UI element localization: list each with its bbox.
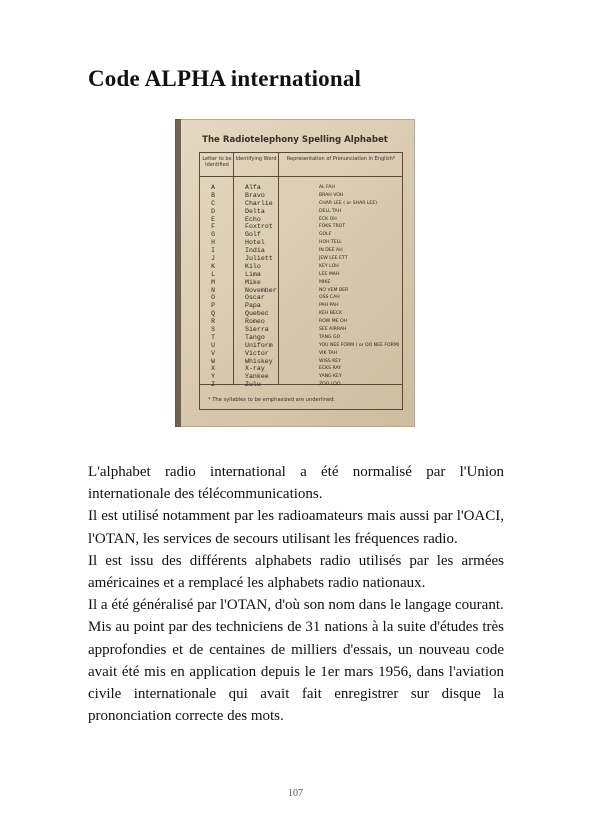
spelling-alphabet-photo bbox=[175, 119, 415, 427]
row-word: Lima bbox=[245, 270, 261, 278]
table-row bbox=[200, 200, 402, 208]
table-row bbox=[200, 287, 402, 295]
paragraph: Il est utilisé notamment par les radioamateurs mais aussi par l'OACI, l'OTAN, les services de secours utilisant les fréquences radio. bbox=[88, 508, 504, 547]
row-letter: S bbox=[211, 326, 215, 334]
paragraph: Il est issu des différents alphabets radio utilisés par les armées américaines et a remplacé les alphabets radio nationaux. bbox=[88, 552, 504, 592]
body-text bbox=[88, 461, 504, 727]
row-letter: L bbox=[211, 270, 215, 278]
row-pronunciation: KEY LOH bbox=[319, 263, 339, 269]
row-pronunciation: ZOO LOO bbox=[319, 382, 341, 388]
row-pronunciation: PAH PAH bbox=[319, 303, 339, 309]
paragraph: L'alphabet radio international a été normalisé par l'Union internationale des télécommunications. bbox=[88, 464, 504, 503]
card-title: The Radiotelephony Spelling Alphabet bbox=[202, 135, 388, 145]
row-word: November bbox=[245, 286, 277, 294]
row-pronunciation: ROW ME OH bbox=[319, 319, 348, 325]
table-row bbox=[200, 223, 402, 231]
row-letter: P bbox=[211, 302, 215, 310]
table-row bbox=[200, 279, 402, 287]
row-letter: I bbox=[211, 247, 215, 255]
table-row bbox=[200, 184, 402, 192]
table-row bbox=[200, 373, 402, 381]
row-pronunciation: DELL TAH bbox=[319, 208, 342, 214]
row-letter: E bbox=[211, 215, 215, 223]
table-row bbox=[200, 247, 402, 255]
row-word: Foxtrot bbox=[245, 223, 273, 231]
row-pronunciation: VIK TAH bbox=[319, 350, 338, 356]
table-row bbox=[200, 358, 402, 366]
row-pronunciation: ECKS RAY bbox=[319, 366, 342, 372]
header-pronunciation: Representation of Pronunciation in English* bbox=[286, 156, 396, 162]
alphabet-table bbox=[199, 152, 403, 410]
row-letter: G bbox=[211, 231, 215, 239]
page-title: Code ALPHA international bbox=[88, 66, 362, 91]
row-word: Papa bbox=[245, 302, 261, 310]
row-letter: V bbox=[211, 349, 215, 357]
alphabet-rows bbox=[200, 184, 402, 389]
table-row bbox=[200, 342, 402, 350]
row-word: Zulu bbox=[245, 381, 261, 389]
table-row bbox=[200, 216, 402, 224]
row-pronunciation: YOU NEE FORM ( or OO NEE FORM) bbox=[319, 342, 400, 348]
row-letter: T bbox=[211, 333, 215, 341]
row-word: Yankee bbox=[245, 373, 269, 381]
row-letter: H bbox=[211, 239, 215, 247]
row-word: Delta bbox=[245, 207, 265, 215]
paragraph: Mis au point par des techniciens de 31 nations à la suite d'études très approfondies et de centaines de milliers d'essais, un nouveau code avait été mis en application depuis le 1er mars 1956, dans l'aviation civile internationale qui avait fait enregistrer sur disque la prononciation correcte des mots. bbox=[88, 619, 504, 725]
row-word: Kilo bbox=[245, 262, 261, 270]
header-letter: Letter to be Identified bbox=[202, 156, 232, 168]
row-letter: B bbox=[211, 191, 215, 199]
row-word: India bbox=[245, 247, 265, 255]
row-pronunciation: ECK OH bbox=[319, 216, 337, 222]
table-row bbox=[200, 231, 402, 239]
table-row bbox=[200, 239, 402, 247]
row-pronunciation: YANG KEY bbox=[319, 374, 342, 380]
table-row bbox=[200, 326, 402, 334]
row-letter: D bbox=[211, 207, 215, 215]
table-row bbox=[200, 381, 402, 389]
table-row bbox=[200, 192, 402, 200]
row-word: Charlie bbox=[245, 199, 273, 207]
row-pronunciation: JEW LEE ETT bbox=[319, 256, 348, 262]
row-pronunciation: AL FAH bbox=[319, 185, 335, 190]
paragraph: Il a été généralisé par l'OTAN, d'où son nom dans le langage courant. bbox=[88, 597, 504, 614]
row-letter: Z bbox=[211, 381, 215, 389]
table-row bbox=[200, 263, 402, 271]
row-word: Hotel bbox=[245, 239, 265, 247]
row-letter: C bbox=[211, 199, 215, 207]
row-word: Uniform bbox=[245, 341, 273, 349]
table-row bbox=[200, 350, 402, 358]
row-pronunciation: TANG GO bbox=[319, 334, 341, 340]
row-letter: R bbox=[211, 318, 215, 326]
table-row bbox=[200, 310, 402, 318]
table-row bbox=[200, 302, 402, 310]
row-letter: M bbox=[211, 278, 215, 286]
table-row bbox=[200, 334, 402, 342]
row-pronunciation: NO VEM BER bbox=[319, 287, 349, 293]
row-word: Quebec bbox=[245, 310, 269, 318]
row-word: Echo bbox=[245, 215, 261, 223]
row-word: Romeo bbox=[245, 318, 265, 326]
row-word: Tango bbox=[245, 333, 265, 341]
row-letter: Y bbox=[211, 373, 215, 381]
row-letter: J bbox=[211, 255, 215, 263]
row-pronunciation: OSS CAH bbox=[319, 295, 340, 301]
row-pronunciation: IN DEE AH bbox=[319, 248, 343, 254]
row-pronunciation: HOH TELL bbox=[319, 240, 342, 246]
table-row bbox=[200, 365, 402, 373]
row-word: Golf bbox=[245, 231, 261, 239]
table-row bbox=[200, 271, 402, 279]
row-letter: A bbox=[211, 184, 215, 191]
row-word: Sierra bbox=[245, 326, 269, 334]
row-pronunciation: CHAR LEE ( or SHAR LEE) bbox=[319, 200, 378, 206]
row-letter: K bbox=[211, 262, 215, 270]
row-letter: N bbox=[211, 286, 215, 294]
row-letter: W bbox=[211, 357, 215, 365]
photo-shadow-edge bbox=[175, 119, 181, 427]
header-divider bbox=[200, 176, 402, 177]
row-pronunciation: LEE MAH bbox=[319, 271, 340, 277]
row-word: Alfa bbox=[245, 184, 261, 191]
row-pronunciation: WISS KEY bbox=[319, 358, 341, 364]
row-letter: U bbox=[211, 341, 215, 349]
row-pronunciation: BRAH VOH bbox=[319, 192, 344, 198]
table-row bbox=[200, 208, 402, 216]
row-letter: X bbox=[211, 365, 215, 373]
card-footnote: * The syllables to be emphasized are underlined. bbox=[208, 397, 336, 403]
row-word: Juliett bbox=[245, 255, 273, 263]
row-letter: Q bbox=[211, 310, 215, 318]
row-pronunciation: GOLF bbox=[319, 232, 332, 238]
header-word: Identifying Word bbox=[235, 156, 277, 162]
table-row bbox=[200, 255, 402, 263]
row-word: X-ray bbox=[245, 365, 265, 373]
row-pronunciation: FOKS TROT bbox=[319, 224, 346, 230]
table-row bbox=[200, 294, 402, 302]
row-word: Mike bbox=[245, 278, 261, 286]
table-row bbox=[200, 318, 402, 326]
row-word: Oscar bbox=[245, 294, 265, 302]
row-pronunciation: MIKE bbox=[319, 279, 331, 285]
row-letter: O bbox=[211, 294, 215, 302]
row-letter: F bbox=[211, 223, 215, 231]
row-word: Victor bbox=[245, 349, 269, 357]
row-pronunciation: KEH BECK bbox=[319, 311, 343, 317]
page-number: 107 bbox=[288, 788, 303, 799]
row-pronunciation: SEE AIRRAH bbox=[319, 327, 347, 333]
row-word: Whiskey bbox=[245, 357, 273, 365]
row-word: Bravo bbox=[245, 191, 265, 199]
